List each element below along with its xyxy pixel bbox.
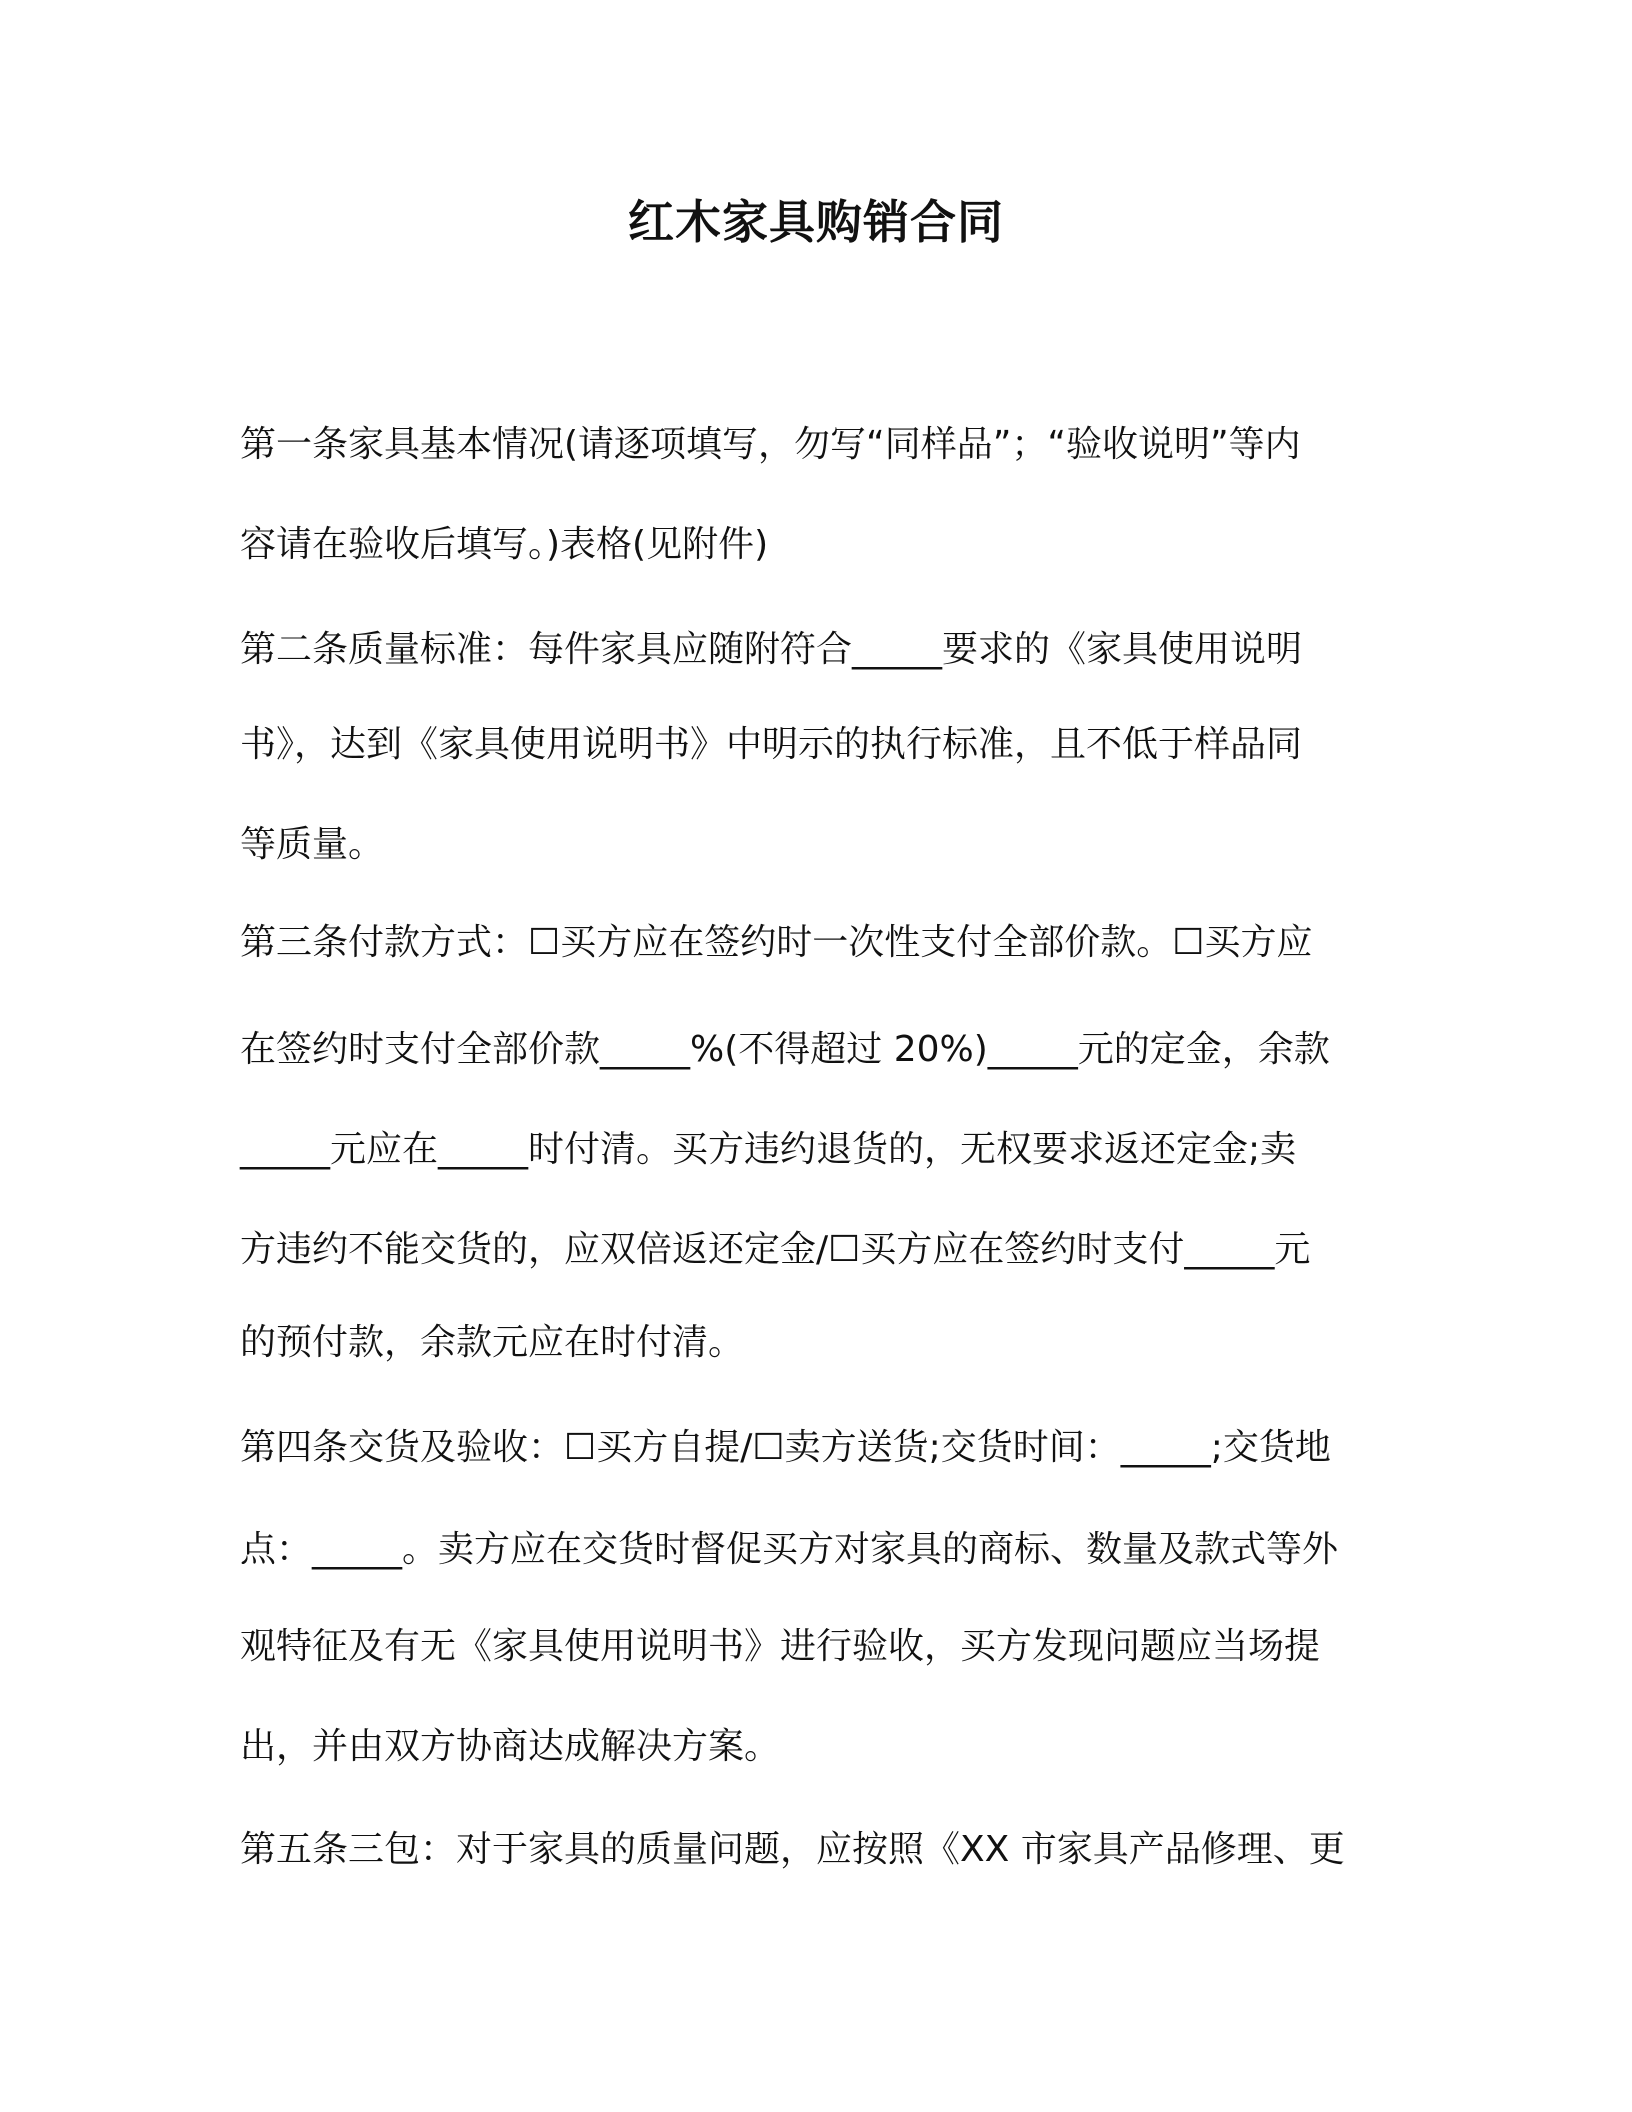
article-4-line-3: 观特征及有无《家具使用说明书》进行验收，买方发现问题应当场提 [240, 1626, 1321, 1667]
article-2-line-2: 书》，达到《家具使用说明书》中明示的执行标准，且不低于样品同 [240, 724, 1303, 765]
document-title: 红木家具购销合同 [628, 195, 1004, 249]
article-3-line-4: 方违约不能交货的，应双倍返还定金/☐买方应在签约时支付_____元 [240, 1229, 1311, 1270]
article-4-line-2: 点：_____。卖方应在交货时督促买方对家具的商标、数量及款式等外 [240, 1529, 1339, 1570]
article-3-line-3: _____元应在_____时付清。买方违约退货的，无权要求返还定金;卖 [240, 1129, 1297, 1170]
article-3-line-5: 的预付款，余款元应在时付清。 [240, 1322, 745, 1363]
article-5-line-1: 第五条三包：对于家具的质量问题，应按照《XX 市家具产品修理、更 [240, 1829, 1345, 1870]
article-2-line-1: 第二条质量标准：每件家具应随附符合_____要求的《家具使用说明 [240, 629, 1303, 670]
article-3-line-1: 第三条付款方式：☐买方应在签约时一次性支付全部价款。☐买方应 [240, 922, 1313, 963]
article-4-line-4: 出，并由双方协商达成解决方案。 [240, 1726, 781, 1767]
article-3-line-2: 在签约时支付全部价款_____%(不得超过 20%)_____元的定金，余款 [240, 1029, 1330, 1070]
article-4-line-1: 第四条交货及验收：☐买方自提/☐卖方送货;交货时间：_____;交货地 [240, 1427, 1331, 1468]
article-2-line-3: 等质量。 [240, 824, 385, 865]
article-1-line-2: 容请在验收后填写。)表格(见附件) [240, 524, 769, 565]
article-1-line-1: 第一条家具基本情况(请逐项填写，勿写“同样品”；“验收说明”等内 [240, 424, 1301, 465]
